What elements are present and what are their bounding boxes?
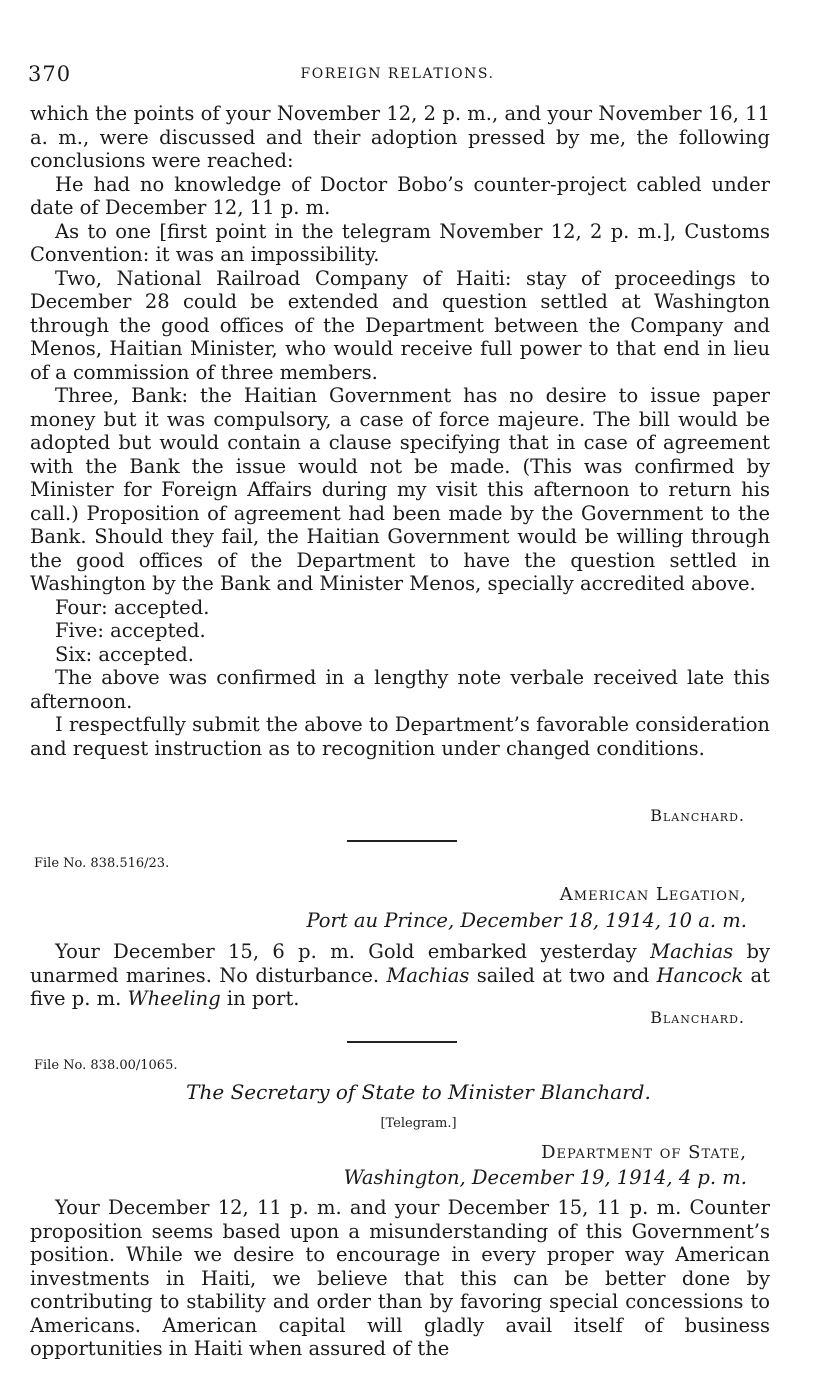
paragraph: As to one [first point in the telegram November 12, 2 p. m.], Customs Convention: it was an impossibility. [30,219,770,266]
document-title: The Secretary of State to Minister Blanchard. [186,1080,651,1104]
telegram-label: [Telegram.] [380,1116,457,1131]
paragraph: I respectfully submit the above to Department’s favorable consideration and request instruction as to recognition under changed conditions. [30,713,770,760]
paragraph: Four: accepted. [55,595,210,619]
text-run: at five p. m. [30,963,770,1010]
file-number-1: File No. 838.516/23. [34,856,170,871]
section-divider [347,1041,457,1043]
paragraph: He had no knowledge of Doctor Bobo’s counter-project cabled under date of December 12, 11 p. m. [30,172,770,219]
third-section-body [30,1196,770,1361]
paragraph: Six: accepted. [55,642,194,666]
text-run: by unarmed marines. No disturbance. [30,940,770,987]
signature-blanchard-1: Blanchard. [650,806,745,825]
place-date-washington: Washington, December 19, 1914, 4 p. m. [343,1166,747,1189]
section-divider [347,840,457,842]
running-header [28,62,767,92]
text-run: sailed at two and [469,963,657,987]
file-number-2: File No. 838.00/1065. [34,1058,178,1073]
paragraph: Your December 12, 11 p. m. and your December 15, 11 p. m. Counter proposition seems based upon a misunderstanding of this Government’s position. While we desire to encourage in every proper way American investments in Haiti, we believe that this can be better done by contributing to stability and order than by favoring special concessions to Americans. American capital will gladly avail itself of business opportunities in Haiti when assured of the [30,1196,770,1360]
ship-name: Machias [386,963,470,987]
first-section-body [30,102,770,760]
origin-department-of-state: Department of State, [541,1142,747,1163]
place-date-port-au-prince: Port au Prince, December 18, 1914, 10 a. m. [306,909,747,932]
paragraph: Five: accepted. [55,619,206,642]
paragraph: Three, Bank: the Haitian Government has no desire to issue paper money but it was compulsory, a case of force majeure. The bill would be adopted but would contain a clause specifying that in case of agreement with the Bank the issue would not be made. (This was confirmed by Minister for Foreign Affairs during my visit this afternoon to return his call.) Proposition of agreement had been made by the Government to the Bank. Should they fail, the Haitian Government would be willing through the good offices of the Department to have the question settled in Washington by the Bank and Minister Menos, specially accredited above. [30,384,770,595]
second-section-body [30,940,770,1011]
text-run: in port. [220,987,300,1010]
telegram-text [30,940,770,1011]
paragraph: The above was confirmed in a lengthy note verbale received late this afternoon. [30,666,770,713]
ship-name: Machias [650,940,734,963]
page-number: 370 [28,62,72,86]
ship-name: Wheeling [127,987,221,1010]
text-run: Your December 15, 6 p. m. Gold embarked yesterday [55,940,651,963]
paragraph: Two, National Railroad Company of Haiti: stay of proceedings to December 28 could be extended and question settled at Washington through the good offices of the Department between the Company and Menos, Haitian Minister, who would receive full power to that end in lieu of a commission of three members. [30,266,770,384]
signature-blanchard-2: Blanchard. [650,1008,745,1027]
paragraph: which the points of your November 12, 2 p. m., and your November 16, 11 a. m., were discussed and their adoption pressed by me, the following conclusions were reached: [30,102,770,172]
origin-american-legation: American Legation, [559,884,747,905]
ship-name: Hancock [656,963,744,987]
running-title: FOREIGN RELATIONS. [300,66,495,82]
